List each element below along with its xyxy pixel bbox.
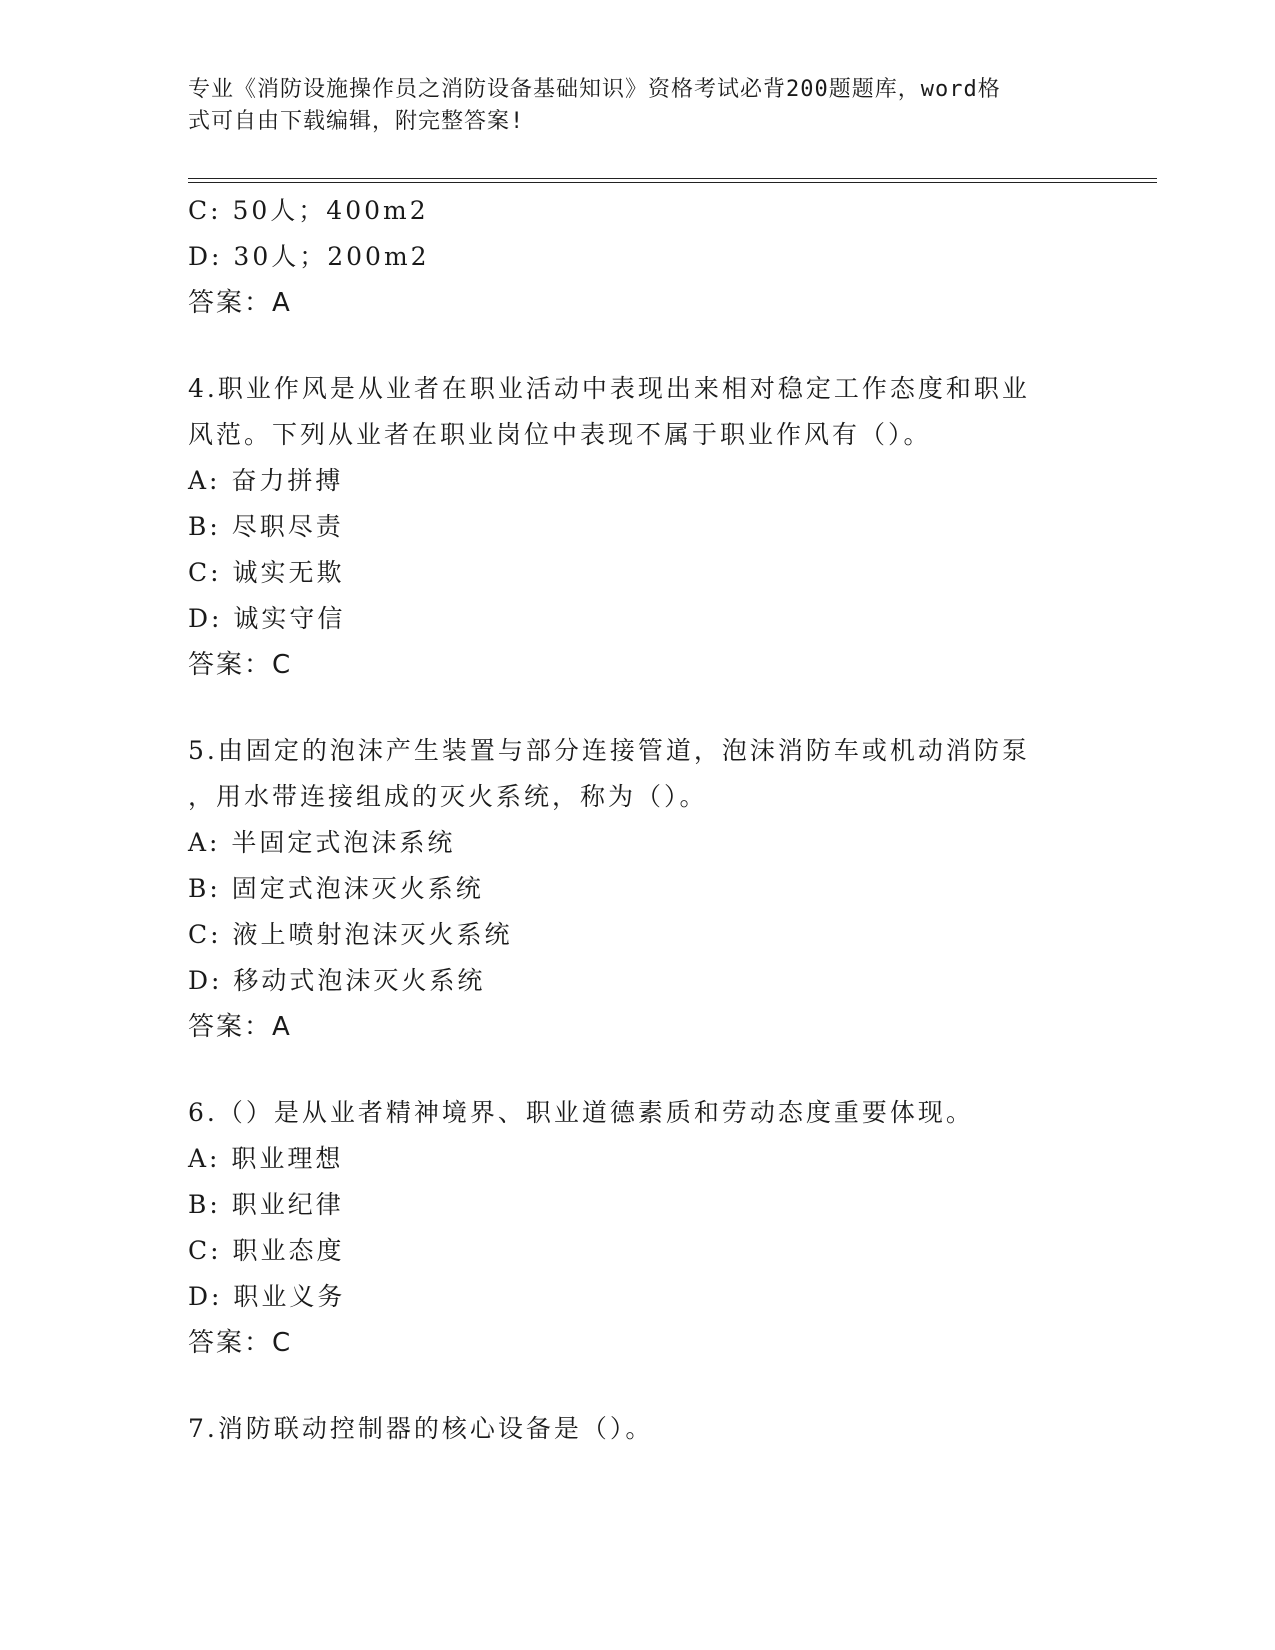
- question-stem: 5.由固定的泡沫产生装置与部分连接管道，泡沫消防车或机动消防泵: [188, 736, 1030, 765]
- option-b: B: 职业纪律: [188, 1190, 344, 1219]
- option-d: D: 诚实守信: [188, 604, 346, 633]
- answer: 答案：A: [188, 1012, 292, 1042]
- answer: 答案：A: [188, 288, 292, 318]
- document-header: [188, 74, 1068, 138]
- question-3: [188, 188, 1088, 326]
- question-7: [188, 1406, 1088, 1452]
- option-c: C: 50人；400m2: [188, 196, 429, 225]
- option-a: A: 职业理想: [188, 1144, 344, 1173]
- header-line-1: 专业《消防设施操作员之消防设备基础知识》资格考试必背200题题库，word格: [188, 77, 1001, 102]
- question-stem: 6.（）是从业者精神境界、职业道德素质和劳动态度重要体现。: [188, 1098, 974, 1127]
- option-c: C: 诚实无欺: [188, 558, 345, 587]
- option-a: A: 奋力拼搏: [188, 466, 344, 495]
- question-4: [188, 366, 1088, 688]
- question-5: [188, 728, 1088, 1050]
- option-c: C: 液上喷射泡沫灭火系统: [188, 920, 513, 949]
- option-b: B: 固定式泡沫灭火系统: [188, 874, 484, 903]
- spacer: [188, 1366, 1088, 1406]
- question-stem: 4.职业作风是从业者在职业活动中表现出来相对稳定工作态度和职业: [188, 374, 1030, 403]
- option-d: D: 30人；200m2: [188, 242, 430, 271]
- question-stem: ，用水带连接组成的灭火系统，称为（）。: [188, 782, 708, 811]
- question-stem: 7.消防联动控制器的核心设备是（）。: [188, 1414, 654, 1443]
- option-c: C: 职业态度: [188, 1236, 345, 1265]
- spacer: [188, 1050, 1088, 1090]
- option-d: D: 移动式泡沫灭火系统: [188, 966, 486, 995]
- question-stem: 风范。下列从业者在职业岗位中表现不属于职业作风有（）。: [188, 420, 932, 449]
- question-list: [188, 188, 1088, 1452]
- answer: 答案：C: [188, 650, 293, 680]
- option-d: D: 职业义务: [188, 1282, 346, 1311]
- header-line-2: 式可自由下载编辑，附完整答案!: [188, 109, 525, 134]
- header-divider: [188, 178, 1157, 183]
- answer: 答案：C: [188, 1328, 293, 1358]
- option-a: A: 半固定式泡沫系统: [188, 828, 456, 857]
- spacer: [188, 326, 1088, 366]
- question-6: [188, 1090, 1088, 1366]
- spacer: [188, 688, 1088, 728]
- option-b: B: 尽职尽责: [188, 512, 344, 541]
